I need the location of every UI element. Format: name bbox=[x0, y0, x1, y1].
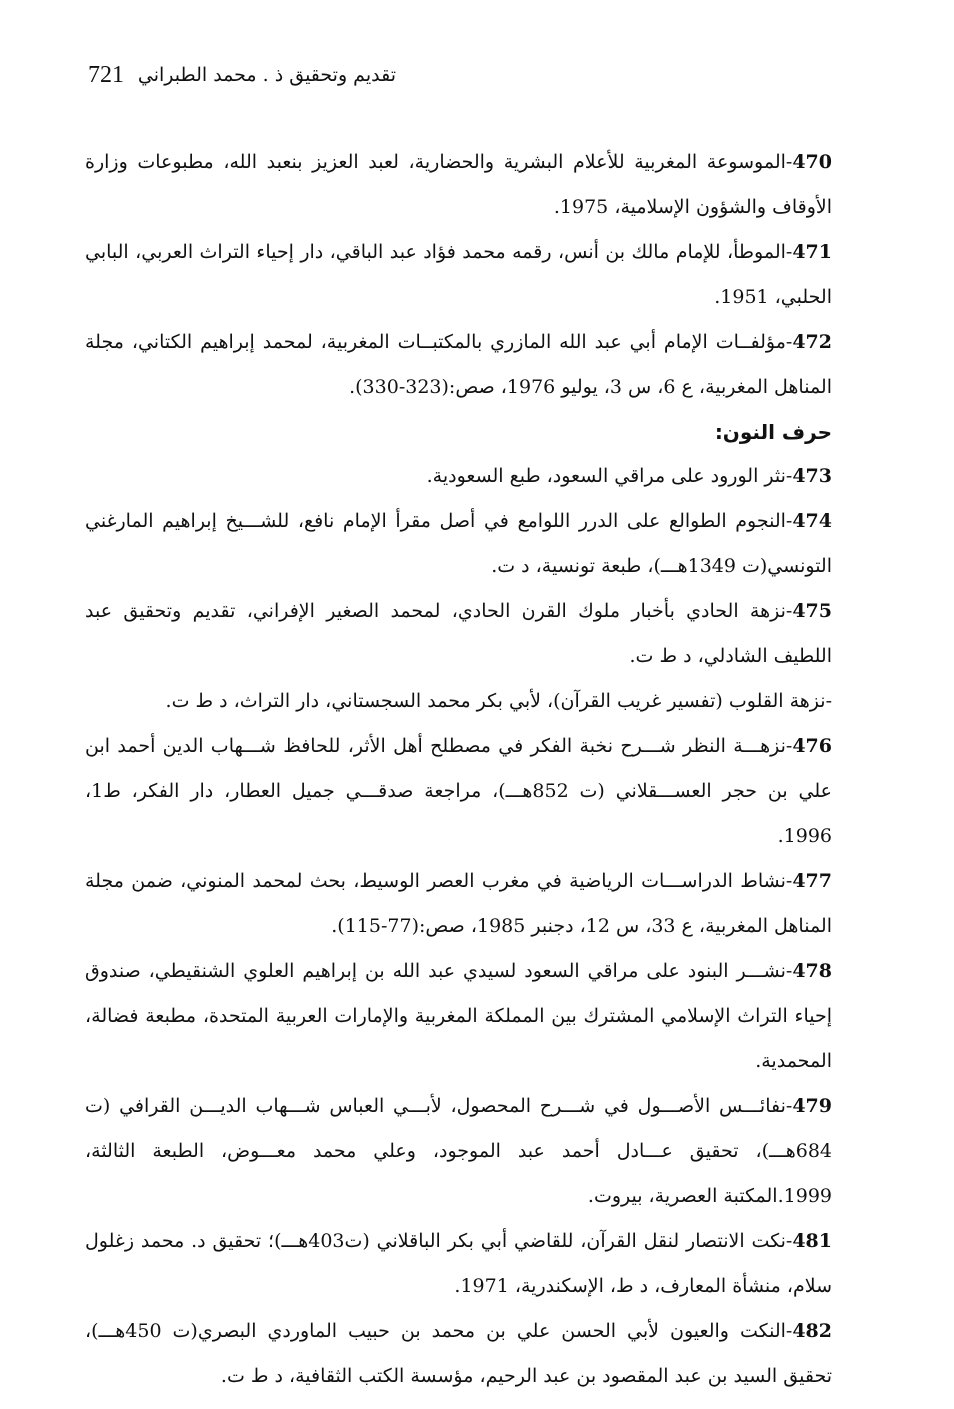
bibliography-entry bbox=[85, 589, 832, 679]
bibliography-entry bbox=[85, 454, 832, 499]
entry-number: 471 bbox=[792, 241, 832, 263]
entry-text: -النجوم الطوالع على الدرر اللوامع في أصل مقرأ الإمام نافع، للشـــيخ إبراهيم المارغني التونسي(ت 1349هـــ)، طبعة تونسية، د ت. bbox=[85, 510, 832, 577]
entry-number: 482 bbox=[792, 1320, 832, 1342]
entry-text: -نشاط الدراســـات الرياضية في مغرب العصر الوسيط، بحث لمحمد المنوني، ضمن مجلة المناهل المغربية، ع 33، س 12، دجنبر 1985، صص:(77-115). bbox=[85, 870, 832, 937]
bibliography-entry bbox=[85, 949, 832, 1084]
entry-number: 473 bbox=[792, 465, 832, 487]
entry-number: 475 bbox=[792, 600, 832, 622]
entry-text: -نزهة القلوب (تفسير غريب القرآن)، لأبي بكر محمد السجستاني، دار التراث، د ط ت. bbox=[165, 690, 832, 712]
bibliography-entry bbox=[85, 230, 832, 320]
bibliography-entry bbox=[85, 724, 832, 859]
bibliography-body bbox=[85, 140, 832, 1399]
bibliography-entry bbox=[85, 1309, 832, 1399]
entry-number: 479 bbox=[792, 1095, 832, 1117]
entry-text: -الموسوعة المغربية للأعلام البشرية والحضارية، لعبد العزيز بنعبد الله، مطبوعات وزارة الأوقاف والشؤون الإسلامية، 1975. bbox=[85, 151, 832, 218]
bibliography-entry bbox=[85, 859, 832, 949]
entry-text: -نزهـــة النظر شـــرح نخبة الفكر في مصطلح أهل الأثر، للحافظ شـــهاب الدين أحمد ابن علي بن حجر العســـقلاني (ت 852هـــ)، مراجعة صدقـــي جميل العطار، دار الفكر، ط1، 1996. bbox=[85, 735, 832, 847]
bibliography-entry bbox=[85, 140, 832, 230]
entry-text: -نكت الانتصار لنقل القرآن، للقاضي أبي بكر الباقلاني (ت403هـــ)؛ تحقيق د. محمد زغلول سلام، منشأة المعارف، د ط، الإسكندرية، 1971. bbox=[85, 1230, 832, 1297]
entry-number: 477 bbox=[792, 870, 832, 892]
entry-text: -نفائـــس الأصـــول في شـــرح المحصول، لأبـــي العباس شـــهاب الديـــن القرافي (ت 684هـــ)، تحقيق عـــادل أحمد عبد الموجود، وعلي محمد معـــوض، الطبعة الثالثة، 1999.المكتبة العصرية، بيروت. bbox=[85, 1095, 832, 1207]
entry-text: -مؤلفــات الإمام أبي عبد الله المازري بالمكتبــات المغربية، لمحمد إبراهيم الكتاني، مجلة المناهل المغربية، ع 6، س 3، يوليو 1976، صص:(323-330). bbox=[85, 331, 832, 398]
entry-text: -النكت والعيون لأبي الحسن علي بن محمد بن حبيب الماوردي البصري(ت 450هـــ)، تحقيق السيد بن عبد المقصود بن عبد الرحيم، مؤسسة الكتب الثقافية، د ط ت. bbox=[85, 1320, 832, 1387]
entry-text: -نثر الورود على مراقي السعود، طبع السعودية. bbox=[426, 465, 793, 487]
bibliography-entry bbox=[85, 1219, 832, 1309]
entry-number: 478 bbox=[792, 960, 832, 982]
entry-text: -الموطأ، للإمام مالك بن أنس، رقمه محمد فؤاد عبد الباقي، دار إحياء التراث العربي، البابي الحلبي، 1951. bbox=[85, 241, 832, 308]
bibliography-entry bbox=[85, 320, 832, 410]
section-heading: حرف النون: bbox=[714, 420, 832, 444]
entry-number: 474 bbox=[792, 510, 832, 532]
entry-number: 472 bbox=[792, 331, 832, 353]
entry-number: 481 bbox=[792, 1230, 832, 1252]
page-header bbox=[88, 62, 396, 102]
entry-number: 476 bbox=[792, 735, 832, 757]
bibliography-entry bbox=[85, 1084, 832, 1219]
entry-text: -نشـــر البنود على مراقي السعود لسيدي عبد الله بن إبراهيم العلوي الشنقيطي، صندوق إحياء التراث الإسلامي المشترك بين المملكة المغربية والإمارات العربية المتحدة، مطبعة فضالة، المحمدية. bbox=[85, 960, 832, 1072]
bibliography-entry bbox=[85, 679, 832, 724]
page-number: 721 bbox=[88, 62, 124, 88]
entry-text: -نزهة الحادي بأخبار ملوك القرن الحادي، لمحمد الصغير الإفراني، تقديم وتحقيق عبد اللطيف الشادلي، د ط ت. bbox=[85, 600, 832, 667]
running-head: تقديم وتحقيق ذ . محمد الطبراني bbox=[137, 64, 396, 86]
bibliography-entry bbox=[85, 499, 832, 589]
entry-number: 470 bbox=[792, 151, 832, 173]
